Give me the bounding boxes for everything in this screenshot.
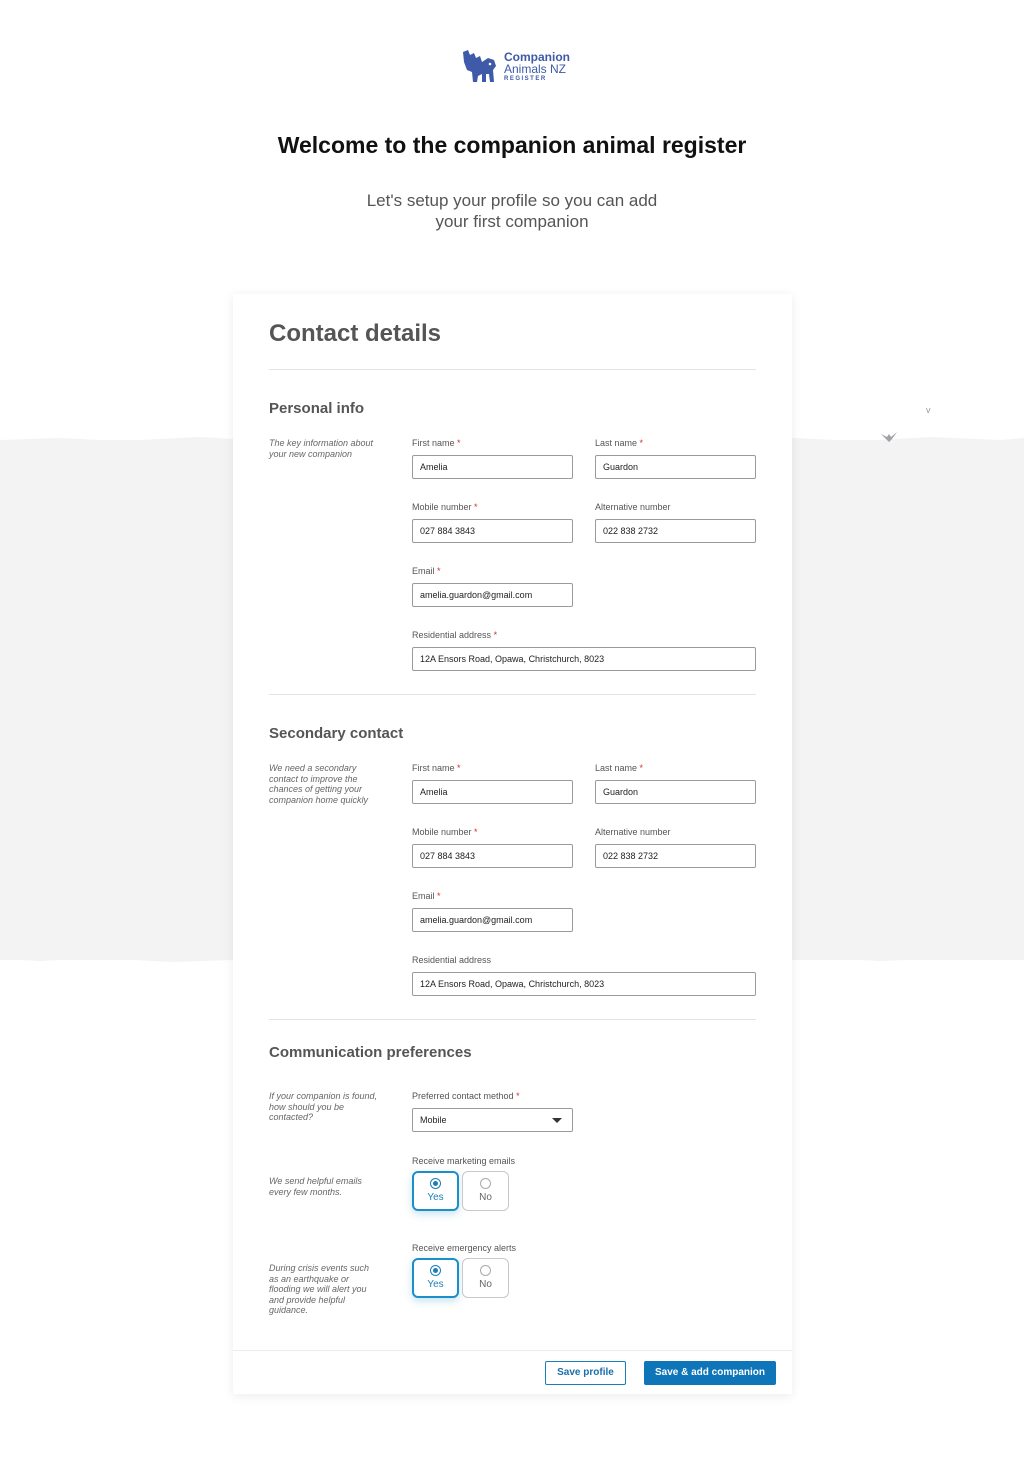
- brand-name-line3: REGISTER: [504, 75, 547, 82]
- radio-unselected-icon: [480, 1178, 491, 1189]
- personal-info-description: The key information about your new companion: [269, 438, 374, 459]
- contact-method-field: [412, 1090, 573, 1132]
- secondary-email-input[interactable]: amelia.guardon@gmail.com: [412, 908, 573, 932]
- field-label: Mobile number *: [412, 827, 478, 837]
- personal-last-name-field: [595, 437, 756, 479]
- marketing-emails-description: We send helpful emails every few months.: [269, 1176, 362, 1197]
- contact-method-select[interactable]: [412, 1108, 573, 1132]
- footer-divider: [233, 1350, 792, 1351]
- contact-method-value: Mobile: [420, 1115, 447, 1125]
- card-title: Contact details: [269, 320, 442, 347]
- field-label: Residential address *: [412, 630, 498, 640]
- secondary-last-name-input[interactable]: Guardon: [595, 780, 756, 804]
- field-label: Mobile number *: [412, 502, 478, 512]
- section-divider: [269, 1019, 756, 1020]
- page-subtitle: Let's setup your profile so you can add your first companion: [366, 191, 658, 231]
- secondary-address-field: [412, 954, 756, 996]
- field-label: Email *: [412, 566, 441, 576]
- secondary-first-name-input[interactable]: Amelia: [412, 780, 573, 804]
- field-label: Alternative number: [595, 502, 671, 512]
- secondary-alt-number-input[interactable]: 022 838 2732: [595, 844, 756, 868]
- radio-selected-icon: [430, 1265, 441, 1276]
- marketing-no-option[interactable]: [462, 1171, 509, 1211]
- emergency-alerts-field: [412, 1242, 516, 1298]
- option-label: Yes: [427, 1279, 444, 1290]
- field-label: Last name *: [595, 438, 644, 448]
- personal-email-input[interactable]: amelia.guardon@gmail.com: [412, 583, 573, 607]
- title-divider: [269, 369, 756, 370]
- caret-down-icon: [552, 1118, 562, 1123]
- brand-name-line2: Animals NZ: [504, 61, 567, 76]
- emergency-alerts-description: During crisis events such as an earthquake or flooding we will alert you and provide helpful guidance.: [269, 1263, 370, 1315]
- contact-details-card: [233, 294, 792, 1394]
- secondary-contact-title: Secondary contact: [269, 725, 404, 742]
- field-label: Receive emergency alerts: [412, 1243, 517, 1253]
- secondary-mobile-field: [412, 826, 573, 868]
- radio-selected-icon: [430, 1178, 441, 1189]
- brand-logo[interactable]: [460, 48, 570, 84]
- secondary-last-name-field: [595, 762, 756, 804]
- personal-alt-number-field: [595, 501, 756, 543]
- emergency-yes-option[interactable]: [412, 1258, 459, 1298]
- flying-bird-icon: [880, 430, 898, 444]
- field-label: Preferred contact method *: [412, 1091, 520, 1101]
- brand-name-line1: Companion: [504, 49, 570, 64]
- personal-alt-number-input[interactable]: 022 838 2732: [595, 519, 756, 543]
- secondary-alt-number-field: [595, 826, 756, 868]
- page-title: Welcome to the companion animal register: [277, 132, 747, 158]
- marketing-yes-option[interactable]: [412, 1171, 459, 1211]
- section-divider: [269, 694, 756, 695]
- secondary-contact-description: We need a secondary contact to improve the chances of getting your companion home quickly: [269, 763, 369, 805]
- field-label: Last name *: [595, 763, 644, 773]
- communication-preferences-title: Communication preferences: [269, 1044, 472, 1061]
- contact-method-description: If your companion is found, how should you be contacted?: [269, 1091, 378, 1122]
- personal-address-input[interactable]: 12A Ensors Road, Opawa, Christchurch, 8023: [412, 647, 756, 671]
- personal-mobile-field: [412, 501, 573, 543]
- animals-logo-icon: [460, 48, 500, 84]
- save-profile-button[interactable]: Save profile: [545, 1361, 626, 1385]
- field-label: Email *: [412, 891, 441, 901]
- personal-first-name-field: [412, 437, 573, 479]
- field-label: Receive marketing emails: [412, 1156, 516, 1166]
- marketing-emails-radio-group: [412, 1171, 515, 1211]
- secondary-mobile-input[interactable]: 027 884 3843: [412, 844, 573, 868]
- personal-info-title: Personal info: [269, 400, 365, 417]
- emergency-alerts-radio-group: [412, 1258, 516, 1298]
- radio-unselected-icon: [480, 1265, 491, 1276]
- secondary-email-field: [412, 890, 573, 932]
- personal-address-field: [412, 629, 756, 671]
- field-label: First name *: [412, 438, 461, 448]
- marketing-emails-field: [412, 1155, 515, 1211]
- bird-icon: v: [926, 405, 931, 415]
- field-label: Alternative number: [595, 827, 671, 837]
- personal-mobile-input[interactable]: 027 884 3843: [412, 519, 573, 543]
- secondary-address-input[interactable]: 12A Ensors Road, Opawa, Christchurch, 8023: [412, 972, 756, 996]
- field-label: First name *: [412, 763, 461, 773]
- save-and-add-companion-button[interactable]: Save & add companion: [644, 1361, 776, 1385]
- emergency-no-option[interactable]: [462, 1258, 509, 1298]
- personal-first-name-input[interactable]: Amelia: [412, 455, 573, 479]
- field-label: Residential address: [412, 955, 492, 965]
- personal-email-field: [412, 565, 573, 607]
- option-label: No: [479, 1279, 492, 1290]
- personal-last-name-input[interactable]: Guardon: [595, 455, 756, 479]
- secondary-first-name-field: [412, 762, 573, 804]
- option-label: Yes: [427, 1192, 444, 1203]
- option-label: No: [479, 1192, 492, 1203]
